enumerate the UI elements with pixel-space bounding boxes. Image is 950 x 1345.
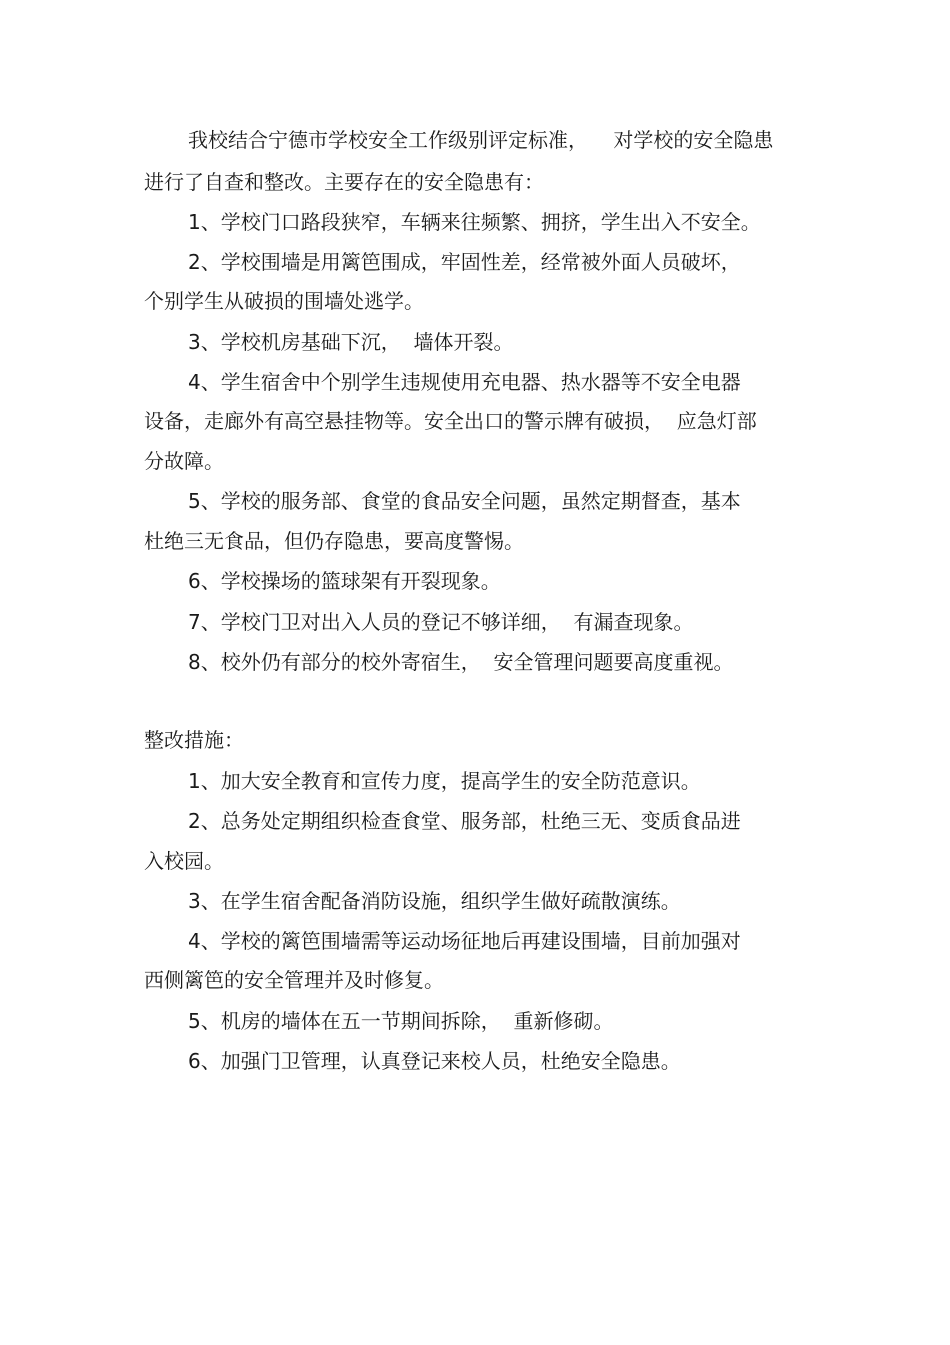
hazard-item-8: 8、校外仍有部分的校外寄宿生， 安全管理问题要高度重视。 bbox=[188, 650, 734, 674]
hazard-item-2: 2、学校围墙是用篱笆围成，牢固性差，经常被外面人员破坏， bbox=[188, 250, 741, 274]
hazard-item-6: 6、学校操场的篮球架有开裂现象。 bbox=[188, 569, 501, 593]
hazard-item-5-cont: 杜绝三无食品，但仍存隐患，要高度警惕。 bbox=[144, 529, 524, 553]
measure-item-2-cont: 入校园。 bbox=[144, 849, 224, 873]
intro-line-1: 我校结合宁德市学校安全工作级别评定标准， 对学校的安全隐患 bbox=[188, 128, 774, 152]
hazard-item-5: 5、学校的服务部、食堂的食品安全问题，虽然定期督查，基本 bbox=[188, 489, 741, 513]
hazard-item-3: 3、学校机房基础下沉， 墙体开裂。 bbox=[188, 330, 514, 354]
hazard-item-4: 4、学生宿舍中个别学生违规使用充电器、热水器等不安全电器 bbox=[188, 370, 741, 394]
hazard-item-4-cont: 设备，走廊外有高空悬挂物等。安全出口的警示牌有破损， 应急灯部 bbox=[144, 409, 757, 433]
hazard-item-4-cont2: 分故障。 bbox=[144, 449, 224, 473]
measure-item-5: 5、机房的墙体在五一节期间拆除， 重新修砌。 bbox=[188, 1009, 614, 1033]
measure-item-1: 1、加大安全教育和宣传力度，提高学生的安全防范意识。 bbox=[188, 769, 701, 793]
hazard-item-7: 7、学校门卫对出入人员的登记不够详细， 有漏查现象。 bbox=[188, 610, 694, 634]
measure-item-3: 3、在学生宿舍配备消防设施，组织学生做好疏散演练。 bbox=[188, 889, 681, 913]
measure-item-6: 6、加强门卫管理，认真登记来校人员，杜绝安全隐患。 bbox=[188, 1049, 681, 1073]
measure-item-4: 4、学校的篱笆围墙需等运动场征地后再建设围墙，目前加强对 bbox=[188, 929, 741, 953]
intro-line-2: 进行了自查和整改。主要存在的安全隐患有： bbox=[144, 170, 544, 194]
measures-heading: 整改措施： bbox=[144, 728, 244, 752]
measure-item-2: 2、总务处定期组织检查食堂、服务部，杜绝三无、变质食品进 bbox=[188, 809, 741, 833]
hazard-item-2-cont: 个别学生从破损的围墙处逃学。 bbox=[144, 289, 424, 313]
hazard-item-1: 1、学校门口路段狭窄，车辆来往频繁、拥挤，学生出入不安全。 bbox=[188, 210, 761, 234]
measure-item-4-cont: 西侧篱笆的安全管理并及时修复。 bbox=[144, 968, 444, 992]
